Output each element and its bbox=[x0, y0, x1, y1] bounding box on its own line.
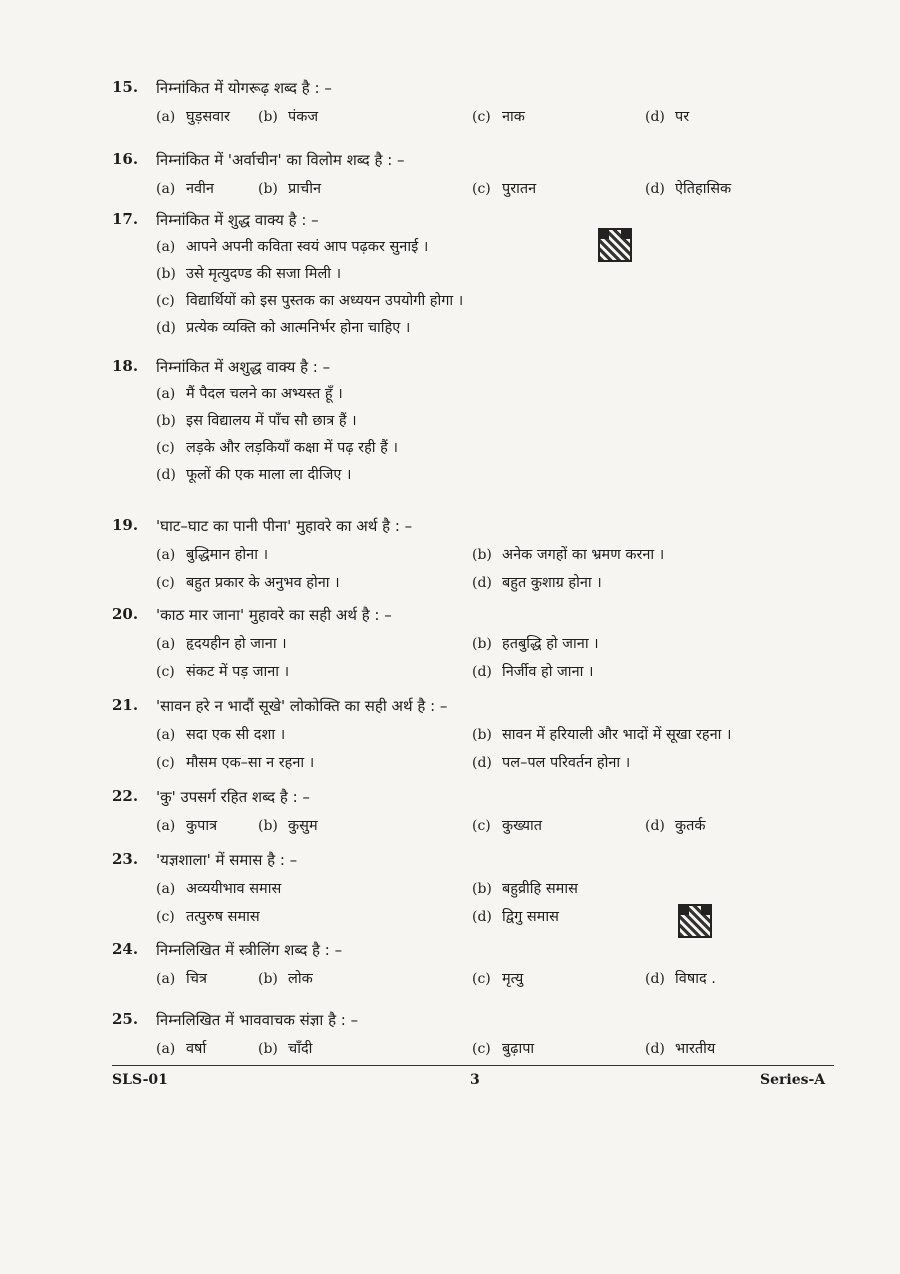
question-number: 15. bbox=[112, 78, 139, 96]
option-text: हृदयहीन हो जाना । bbox=[186, 636, 287, 652]
option-text: बुढ़ापा bbox=[502, 1041, 535, 1057]
option-label: (a) bbox=[156, 181, 176, 197]
option-label: (b) bbox=[258, 1041, 278, 1057]
option-text: पल–पल परिवर्तन होना । bbox=[502, 755, 631, 771]
option-label: (b) bbox=[258, 818, 278, 834]
option-text: उसे मृत्युदण्ड की सजा मिली । bbox=[186, 266, 342, 282]
option-a[interactable] bbox=[156, 544, 268, 564]
option-label: (a) bbox=[156, 971, 176, 987]
question-number: 24. bbox=[112, 940, 139, 958]
option-c[interactable] bbox=[156, 906, 260, 926]
option-text: लोक bbox=[288, 971, 313, 987]
option-label: (a) bbox=[156, 386, 176, 402]
option-label: (b) bbox=[156, 266, 176, 282]
option-label: (a) bbox=[156, 239, 176, 255]
option-label: (a) bbox=[156, 818, 176, 834]
option-d[interactable] bbox=[472, 752, 630, 772]
option-label: (c) bbox=[156, 293, 175, 309]
option-label: (d) bbox=[472, 575, 492, 591]
option-text: तत्पुरुष समास bbox=[186, 909, 260, 925]
footer-code: SLS-01 bbox=[112, 1072, 168, 1088]
option-text: अनेक जगहों का भ्रमण करना । bbox=[502, 547, 665, 563]
option-text: पर bbox=[675, 109, 690, 125]
option-text: मैं पैदल चलने का अभ्यस्त हूँ । bbox=[186, 386, 343, 402]
option-label: (a) bbox=[156, 636, 176, 652]
option-c[interactable] bbox=[472, 1038, 534, 1058]
option-text: नाक bbox=[502, 109, 525, 125]
option-text: भारतीय bbox=[675, 1041, 716, 1057]
option-label: (b) bbox=[258, 181, 278, 197]
option-text: चित्र bbox=[186, 971, 207, 987]
footer-series: Series-A bbox=[760, 1072, 826, 1088]
option-label: (c) bbox=[472, 818, 491, 834]
footer-page-number: 3 bbox=[470, 1072, 480, 1088]
option-label: (a) bbox=[156, 881, 176, 897]
option-d[interactable] bbox=[645, 815, 706, 835]
option-label: (b) bbox=[472, 881, 492, 897]
option-b[interactable] bbox=[258, 178, 321, 198]
option-b[interactable] bbox=[472, 724, 732, 744]
option-c[interactable] bbox=[156, 437, 398, 457]
option-text: द्विगु समास bbox=[502, 909, 559, 925]
option-b[interactable] bbox=[258, 815, 318, 835]
question-text: निम्नांकित में शुद्ध वाक्य है : – bbox=[156, 211, 319, 229]
option-label: (c) bbox=[472, 109, 491, 125]
option-c[interactable] bbox=[156, 290, 463, 310]
option-label: (c) bbox=[472, 971, 491, 987]
question-number: 18. bbox=[112, 357, 139, 375]
option-label: (d) bbox=[645, 818, 665, 834]
option-label: (b) bbox=[258, 971, 278, 987]
option-d[interactable] bbox=[472, 661, 593, 681]
option-text: निर्जीव हो जाना । bbox=[502, 664, 594, 680]
option-d[interactable] bbox=[472, 906, 559, 926]
option-label: (a) bbox=[156, 547, 176, 563]
option-label: (c) bbox=[156, 909, 175, 925]
option-a[interactable] bbox=[156, 383, 343, 403]
option-c[interactable] bbox=[472, 106, 525, 126]
qr-code-icon bbox=[598, 228, 632, 262]
option-a[interactable] bbox=[156, 1038, 206, 1058]
question-text: निम्नांकित में योगरूढ़ शब्द है : – bbox=[156, 79, 332, 97]
option-label: (b) bbox=[258, 109, 278, 125]
option-text: बहुत प्रकार के अनुभव होना । bbox=[186, 575, 340, 591]
question-number: 25. bbox=[112, 1010, 139, 1028]
option-text: नवीन bbox=[186, 181, 214, 197]
option-a[interactable] bbox=[156, 968, 207, 988]
question-text: निम्नलिखित में स्त्रीलिंग शब्द है : – bbox=[156, 941, 343, 959]
option-label: (d) bbox=[472, 755, 492, 771]
option-text: पंकज bbox=[288, 109, 319, 125]
option-label: (d) bbox=[156, 467, 176, 483]
option-label: (b) bbox=[472, 636, 492, 652]
option-text: अव्ययीभाव समास bbox=[186, 881, 282, 897]
option-text: ऐतिहासिक bbox=[675, 181, 732, 197]
option-c[interactable] bbox=[472, 968, 523, 988]
option-text: हतबुद्धि हो जाना । bbox=[502, 636, 599, 652]
option-a[interactable] bbox=[156, 633, 287, 653]
qr-code-icon bbox=[678, 904, 712, 938]
question-number: 17. bbox=[112, 210, 139, 228]
option-a[interactable] bbox=[156, 815, 217, 835]
option-text: प्रत्येक व्यक्ति को आत्मनिर्भर होना चाहिए । bbox=[186, 320, 411, 336]
option-text: कुतर्क bbox=[675, 818, 706, 834]
option-b[interactable] bbox=[156, 410, 357, 430]
option-text: कुख्यात bbox=[502, 818, 543, 834]
option-label: (b) bbox=[472, 727, 492, 743]
option-label: (a) bbox=[156, 1041, 176, 1057]
option-label: (a) bbox=[156, 109, 176, 125]
option-c[interactable] bbox=[156, 661, 289, 681]
option-text: घुड़सवार bbox=[186, 109, 230, 125]
option-text: मृत्यु bbox=[502, 971, 524, 987]
option-label: (d) bbox=[645, 109, 665, 125]
question-number: 19. bbox=[112, 516, 139, 534]
option-text: बुद्धिमान होना । bbox=[186, 547, 269, 563]
option-label: (c) bbox=[472, 181, 491, 197]
option-label: (c) bbox=[472, 1041, 491, 1057]
option-label: (c) bbox=[156, 755, 175, 771]
option-d[interactable] bbox=[472, 572, 602, 592]
question-text: निम्नांकित में अशुद्ध वाक्य है : – bbox=[156, 358, 331, 376]
option-text: सदा एक सी दशा । bbox=[186, 727, 286, 743]
option-a[interactable] bbox=[156, 106, 230, 126]
option-text: फूलों की एक माला ला दीजिए । bbox=[186, 467, 352, 483]
option-a[interactable] bbox=[156, 878, 281, 898]
option-label: (c) bbox=[156, 440, 175, 456]
option-a[interactable] bbox=[156, 724, 285, 744]
option-d[interactable] bbox=[156, 464, 352, 484]
option-text: विषाद . bbox=[675, 971, 716, 987]
option-text: सावन में हरियाली और भादों में सूखा रहना । bbox=[502, 727, 732, 743]
option-d[interactable] bbox=[645, 968, 716, 988]
option-text: आपने अपनी कविता स्वयं आप पढ़कर सुनाई । bbox=[186, 239, 429, 255]
option-b[interactable] bbox=[472, 633, 599, 653]
option-text: संकट में पड़ जाना । bbox=[186, 664, 290, 680]
option-label: (d) bbox=[472, 664, 492, 680]
question-number: 23. bbox=[112, 850, 139, 868]
option-text: इस विद्यालय में पाँच सौ छात्र हैं । bbox=[186, 413, 357, 429]
option-text: कुसुम bbox=[288, 818, 318, 834]
option-c[interactable] bbox=[156, 752, 314, 772]
question-number: 16. bbox=[112, 150, 139, 168]
question-number: 20. bbox=[112, 605, 139, 623]
option-text: प्राचीन bbox=[288, 181, 322, 197]
question-text: 'कु' उपसर्ग रहित शब्द है : – bbox=[156, 788, 310, 806]
option-b[interactable] bbox=[156, 263, 341, 283]
option-text: विद्यार्थियों को इस पुस्तक का अध्ययन उपयोगी होगा । bbox=[186, 293, 464, 309]
question-text: 'काठ मार जाना' मुहावरे का सही अर्थ है : – bbox=[156, 606, 392, 624]
option-d[interactable] bbox=[156, 317, 410, 337]
option-d[interactable] bbox=[645, 1038, 715, 1058]
question-text: निम्नांकित में 'अर्वाचीन' का विलोम शब्द है : – bbox=[156, 151, 405, 169]
option-text: कुपात्र bbox=[186, 818, 218, 834]
question-text: 'घाट–घाट का पानी पीना' मुहावरे का अर्थ है : – bbox=[156, 517, 413, 535]
option-c[interactable] bbox=[156, 572, 340, 592]
option-label: (d) bbox=[645, 181, 665, 197]
option-text: पुरातन bbox=[502, 181, 537, 197]
option-a[interactable] bbox=[156, 236, 428, 256]
option-b[interactable] bbox=[472, 544, 664, 564]
option-b[interactable] bbox=[472, 878, 578, 898]
option-text: लड़के और लड़कियाँ कक्षा में पढ़ रही हैं । bbox=[186, 440, 398, 456]
option-label: (b) bbox=[472, 547, 492, 563]
question-number: 21. bbox=[112, 696, 139, 714]
option-text: मौसम एक–सा न रहना । bbox=[186, 755, 315, 771]
option-text: बहुव्रीहि समास bbox=[502, 881, 578, 897]
option-d[interactable] bbox=[645, 178, 731, 198]
question-text: 'यज्ञशाला' में समास है : – bbox=[156, 851, 298, 869]
option-c[interactable] bbox=[472, 178, 536, 198]
option-b[interactable] bbox=[258, 106, 318, 126]
option-text: वर्षा bbox=[186, 1041, 207, 1057]
option-label: (a) bbox=[156, 727, 176, 743]
footer-divider bbox=[112, 1065, 834, 1066]
option-c[interactable] bbox=[472, 815, 542, 835]
option-label: (c) bbox=[156, 575, 175, 591]
option-a[interactable] bbox=[156, 178, 214, 198]
option-label: (b) bbox=[156, 413, 176, 429]
question-number: 22. bbox=[112, 787, 139, 805]
option-b[interactable] bbox=[258, 1038, 312, 1058]
question-text: निम्नलिखित में भाववाचक संज्ञा है : – bbox=[156, 1011, 359, 1029]
option-b[interactable] bbox=[258, 968, 313, 988]
option-label: (c) bbox=[156, 664, 175, 680]
option-label: (d) bbox=[156, 320, 176, 336]
option-d[interactable] bbox=[645, 106, 689, 126]
option-label: (d) bbox=[645, 971, 665, 987]
option-label: (d) bbox=[645, 1041, 665, 1057]
option-text: चाँदी bbox=[288, 1041, 313, 1057]
question-text: 'सावन हरे न भादौं सूखे' लोकोक्ति का सही अर्थ है : – bbox=[156, 697, 448, 715]
option-text: बहुत कुशाग्र होना । bbox=[502, 575, 602, 591]
option-label: (d) bbox=[472, 909, 492, 925]
